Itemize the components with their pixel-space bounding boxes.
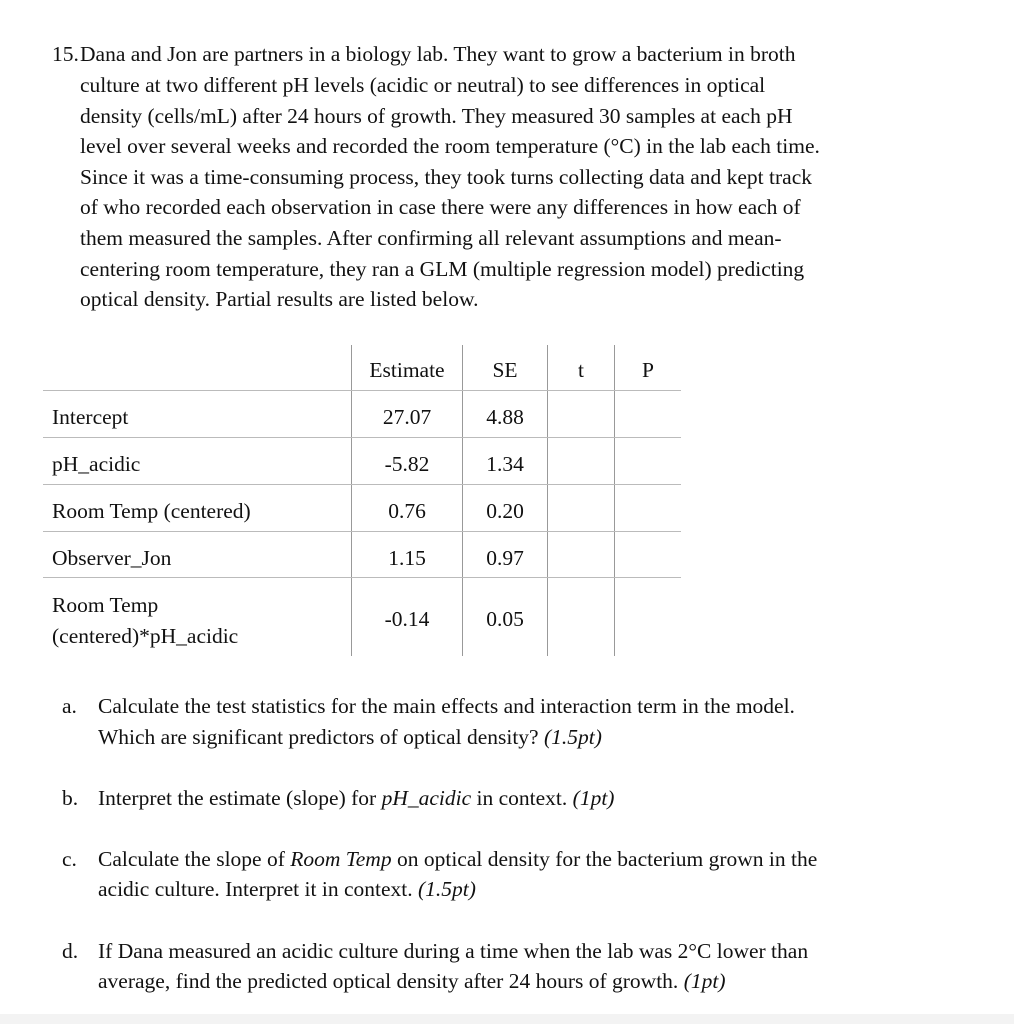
part-text <box>98 968 725 994</box>
row-se: 0.20 <box>486 499 524 523</box>
row-term: Intercept <box>52 405 129 429</box>
question-number: 15. <box>52 42 79 66</box>
question-line: culture at two different pH levels (acidic or neutral) to see differences in optical <box>80 73 766 97</box>
part-text <box>98 876 476 902</box>
header-se: SE <box>492 358 518 382</box>
table-divider <box>614 345 615 656</box>
part-text: average, find the predicted optical density after 24 hours of growth. <box>98 969 684 993</box>
table-divider <box>43 390 681 391</box>
part-text: Calculate the test statistics for the main effects and interaction term in the model. <box>98 694 795 718</box>
row-estimate: 27.07 <box>382 405 432 429</box>
row-term: pH_acidic <box>52 452 141 476</box>
question-line: of who recorded each observation in case there were any differences in how each of <box>80 195 801 219</box>
row-estimate: 1.15 <box>388 546 426 570</box>
table-divider <box>43 437 681 438</box>
part-label: b. <box>62 786 79 810</box>
variable: Room Temp <box>290 847 392 871</box>
question-line: optical density. Partial results are listed below. <box>80 287 479 311</box>
question-line: Dana and Jon are partners in a biology lab. They want to grow a bacterium in broth <box>80 42 796 66</box>
part-text: Interpret the estimate (slope) for <box>98 786 382 810</box>
row-term: Room Temp <box>52 593 159 617</box>
variable: pH_acidic <box>381 786 472 810</box>
part-text <box>98 846 817 872</box>
part-text <box>98 724 602 750</box>
question-line: them measured the samples. After confirming all relevant assumptions and mean- <box>80 226 782 250</box>
header-estimate: Estimate <box>369 358 445 382</box>
header-t: t <box>578 358 584 382</box>
page-bottom-edge <box>0 1014 1014 1024</box>
table-divider <box>43 577 681 578</box>
question-line: centering room temperature, they ran a GLM (multiple regression model) predicting <box>80 257 805 281</box>
points: (1pt) <box>572 786 615 810</box>
part-text: on optical density for the bacterium grown in the <box>391 847 818 871</box>
row-se: 4.88 <box>486 405 524 429</box>
points: (1.5pt) <box>543 725 602 749</box>
row-se: 1.34 <box>486 452 524 476</box>
row-se: 0.97 <box>486 546 524 570</box>
question-line: Since it was a time-consuming process, they took turns collecting data and kept track <box>80 165 812 189</box>
header-p: P <box>642 358 654 382</box>
row-estimate: 0.76 <box>388 499 426 523</box>
row-se: 0.05 <box>486 607 524 631</box>
part-text <box>98 785 614 811</box>
part-label: a. <box>62 694 77 718</box>
part-text: If Dana measured an acidic culture during a time when the lab was 2°C lower than <box>98 939 809 963</box>
points: (1.5pt) <box>417 877 476 901</box>
table-divider <box>43 484 681 485</box>
question-line: density (cells/mL) after 24 hours of growth. They measured 30 samples at each pH <box>80 104 793 128</box>
row-estimate: -0.14 <box>384 607 430 631</box>
part-text: in context. <box>471 786 573 810</box>
part-label: c. <box>62 847 77 871</box>
row-term: Room Temp (centered) <box>52 499 251 523</box>
row-estimate: -5.82 <box>384 452 430 476</box>
points: (1pt) <box>683 969 726 993</box>
part-text: Calculate the slope of <box>98 847 291 871</box>
row-term: Observer_Jon <box>52 546 172 570</box>
row-term: (centered)*pH_acidic <box>52 624 239 648</box>
table-divider <box>43 531 681 532</box>
part-text: acidic culture. Interpret it in context. <box>98 877 418 901</box>
part-text: Which are significant predictors of optical density? <box>98 725 544 749</box>
question-line: level over several weeks and recorded the room temperature (°C) in the lab each time. <box>80 134 820 158</box>
table-divider <box>547 345 548 656</box>
part-label: d. <box>62 939 79 963</box>
